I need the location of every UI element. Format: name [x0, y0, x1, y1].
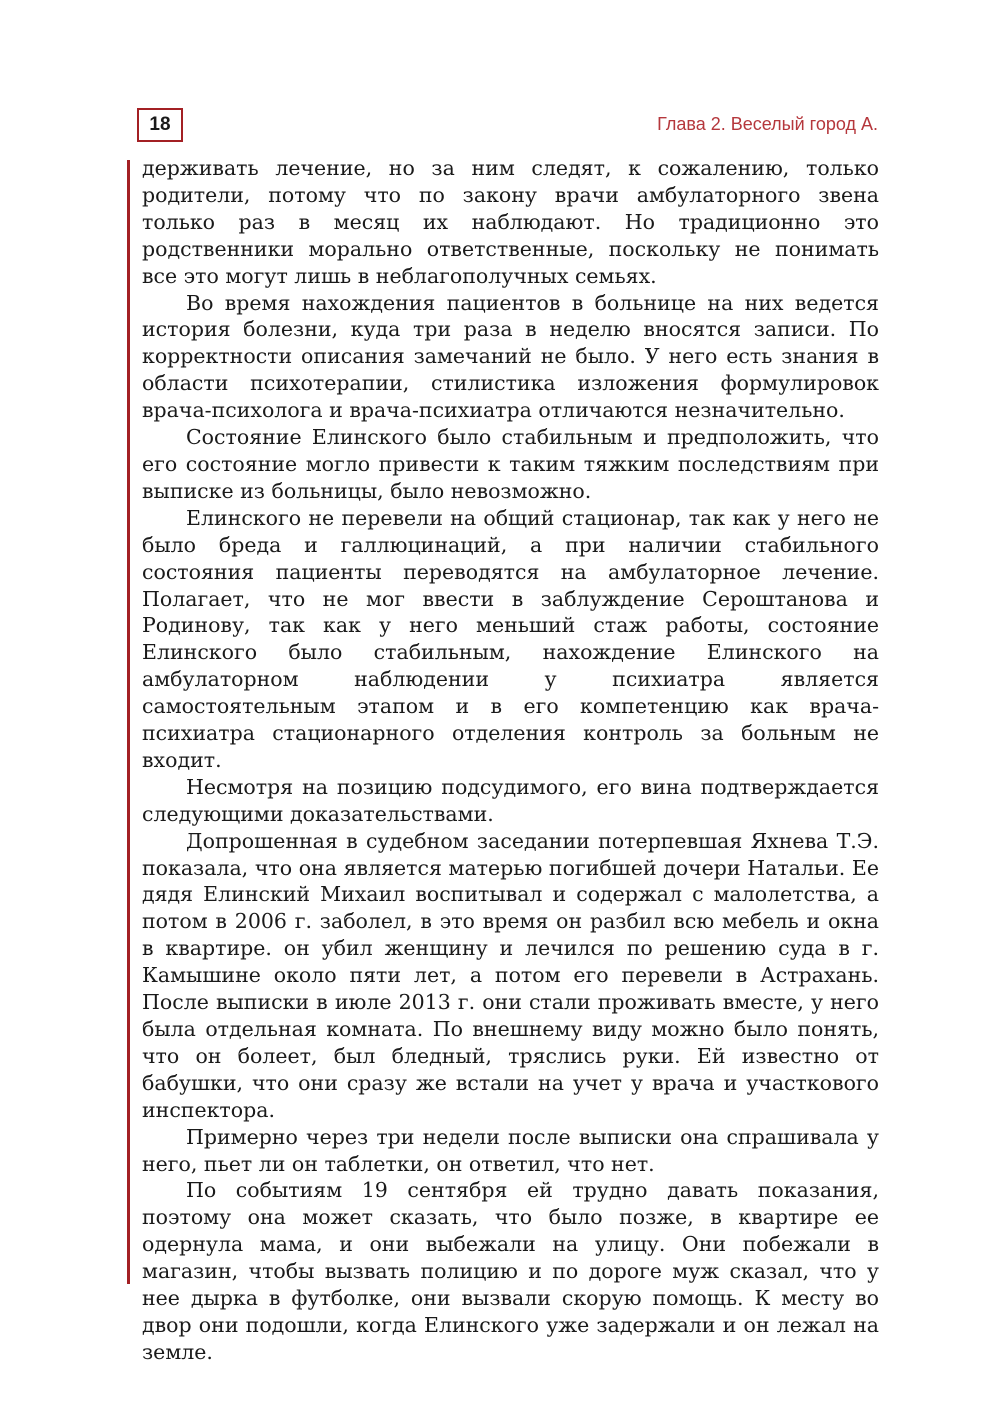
paragraph: Елинского не перевели на общий стационар, так как у него не было бреда и галлюцинаций, а при наличии стабильного состояния пациенты переводятся на амбулаторное лечение. Полагает, что не мог ввести в заблуждение Сероштанова и Родинову, так как у него меньший стаж работы, состояние Елинского было стабильным, нахождение Елинского на амбулаторном наблюдении у психиатра является самостоятельным этапом и в его компетенцию как врача-психиатра стационарного отделения контроль за больным не входит. — [142, 505, 879, 772]
body-text — [142, 155, 879, 1366]
paragraph-continued: держивать лечение, но за ним следят, к сожалению, только родители, потому что по закону врачи амбулаторного звена только раз в месяц их наблюдают. Но традиционно это родственники морально ответственные, поскольку не понимать все это могут лишь в неблагополучных семьях. — [142, 156, 879, 288]
paragraph: Несмотря на позицию подсудимого, его вина подтверждается следующими доказательствами. — [142, 774, 879, 826]
page-number-box — [137, 108, 183, 142]
paragraph: Во время нахождения пациентов в больнице на них ведется история болезни, куда три раза в неделю вносятся записи. По корректности описания замечаний не было. У него есть знания в области психотерапии, стилистика изложения формулировок врача-психолога и врача-психиатра отличаются незначительно. — [142, 290, 879, 423]
paragraph: Примерно через три недели после выписки она спрашивала у него, пьет ли он таблетки, он ответил, что нет. — [142, 1124, 879, 1176]
margin-rule — [127, 160, 130, 1284]
paragraph: Состояние Елинского было стабильным и предположить, что его состояние могло привести к таким тяжким последствиям при выписке из больницы, было невозможно. — [142, 425, 879, 503]
page-number: 18 — [149, 114, 171, 135]
paragraph: Допрошенная в судебном заседании потерпевшая Яхнева Т.Э. показала, что она является матерью погибшей дочери Натальи. Ее дядя Елинский Михаил воспитывал и содержал с малолетства, а потом в 2006 г. заболел, в это время он разбил всю мебель и окна в квартире. он убил женщину и лечился по решению суда в г. Камышине около пяти лет, а потом его перевели в Астрахань. После выписки в июле 2013 г. они стали проживать вместе, у него была отдельная комната. По внешнему виду можно было понять, что он болеет, был бледный, тряслись руки. Ей известно от бабушки, что они сразу же встали на учет у врача и участкового инспектора. — [142, 828, 879, 1122]
paragraph: По событиям 19 сентября ей трудно давать показания, поэтому она может сказать, что было позже, в квартире ее одернула мама, и они выбежали на улицу. Они побежали в магазин, чтобы вызвать полицию и по дороге муж сказал, что у нее дырка в футболке, они вызвали скорую помощь. К месту во двор они подошли, когда Елинского уже задержали и он лежал на земле. — [142, 1178, 879, 1364]
running-header-chapter-title: Глава 2. Веселый город А. — [657, 114, 878, 134]
